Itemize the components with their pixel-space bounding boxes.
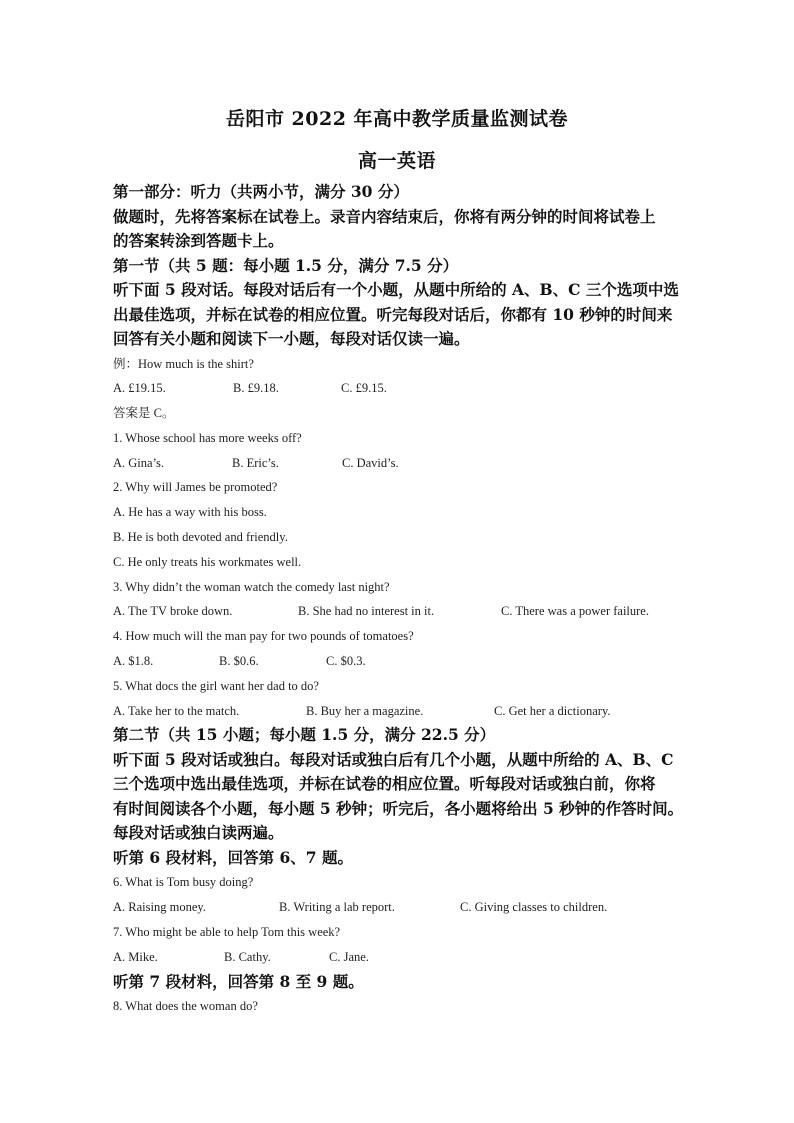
question-2: 2. Why will James be promoted? [113, 480, 278, 495]
option-b: B. Writing a lab report. [279, 900, 395, 915]
option-b: B. Eric’s. [232, 455, 279, 470]
example-options [113, 376, 685, 401]
section1-instruction-line: 回答有关小题和阅读下一小题，每段对话仅读一遍。 [113, 329, 470, 348]
option-b: B. $0.6. [219, 654, 259, 669]
question-6: 6. What is Tom busy doing? [113, 875, 254, 890]
option-c: C. £9.15. [341, 381, 387, 396]
option-a: A. $1.8. [113, 654, 154, 669]
question-3: 3. Why didn’t the woman watch the comedy last night? [113, 579, 390, 594]
question-4: 4. How much will the man pay for two pounds of tomatoes? [113, 629, 414, 644]
question-3-options [113, 599, 685, 624]
section1-heading: 第一节（共 5 题：每小题 1.5 分，满分 7.5 分） [113, 255, 459, 275]
part1-intro-line: 做题时，先将答案标在试卷上。录音内容结束后，你将有两分钟的时间将试卷上 [113, 206, 656, 226]
option-a: A. The TV broke down. [113, 604, 233, 619]
option-c: C. David’s. [342, 455, 399, 470]
question-4-options [113, 649, 685, 674]
question-5-options [113, 699, 685, 724]
material-7-heading: 听第 7 段材料，回答第 8 至 9 题。 [113, 971, 364, 991]
option-a: A. Take her to the match. [113, 703, 240, 718]
page-title: 岳阳市 2022 年高中教学质量监测试卷 [225, 108, 569, 130]
option-a: A. Gina’s. [113, 455, 165, 470]
question-1-options [113, 451, 685, 476]
option-a: A. Mike. [113, 949, 158, 964]
option-a: A. He has a way with his boss. [113, 505, 267, 520]
option-a: A. Raising money. [113, 900, 206, 915]
option-a: A. £19.15. [113, 381, 166, 396]
page-subtitle: 高一英语 [357, 150, 436, 172]
option-c: C. Jane. [329, 949, 369, 964]
question-1: 1. Whose school has more weeks off? [113, 430, 302, 445]
section2-instruction-line: 听下面 5 段对话或独白。每段对话或独白后有几个小题，从题中所给的 A、B、C [113, 749, 674, 769]
option-c: C. Get her a dictionary. [494, 703, 611, 718]
section1-instruction-line: 出最佳选项，并标在试卷的相应位置。听完每段对话后，你都有 10 秒钟的时间来 [113, 304, 673, 324]
question-7: 7. Who might be able to help Tom this week? [113, 925, 341, 940]
option-b: B. Buy her a magazine. [306, 703, 424, 718]
option-b: B. £9.18. [233, 381, 279, 396]
option-b: B. Cathy. [224, 949, 271, 964]
option-c: C. $0.3. [326, 654, 366, 669]
question-5: 5. What docs the girl want her dad to do? [113, 678, 319, 693]
option-c: C. There was a power failure. [501, 604, 649, 619]
material-6-heading: 听第 6 段材料，回答第 6、7 题。 [113, 847, 353, 867]
exam-body [113, 180, 685, 1019]
section2-heading: 第二节（共 15 小题；每小题 1.5 分，满分 22.5 分） [113, 725, 496, 745]
part1-heading: 第一部分：听力（共两小节，满分 30 分） [113, 182, 409, 201]
option-c: C. Giving classes to children. [460, 900, 608, 915]
section2-instruction-line: 三个选项中选出最佳选项，并标在试卷的相应位置。听每段对话或独白前，你将 [113, 774, 656, 794]
question-8: 8. What does the woman do? [113, 999, 258, 1014]
section2-instruction-line: 有时间阅读各个小题，每小题 5 秒钟；听完后，各小题将给出 5 秒钟的作答时间。 [113, 798, 684, 818]
section2-instruction-line: 每段对话或独白读两遍。 [113, 823, 284, 843]
part1-intro-line: 的答案转涂到答题卡上。 [113, 231, 284, 250]
question-7-options [113, 945, 685, 970]
example-question: 例：How much is the shirt? [113, 356, 254, 371]
option-b: B. She had no interest in it. [298, 604, 435, 619]
section1-instruction-line: 听下面 5 段对话。每段对话后有一个小题，从题中所给的 A、B、C 三个选项中选 [113, 280, 679, 299]
option-b: B. He is both devoted and friendly. [113, 530, 288, 545]
example-answer: 答案是 C。 [113, 406, 175, 421]
option-c: C. He only treats his workmates well. [113, 554, 302, 569]
question-6-options [113, 895, 685, 920]
